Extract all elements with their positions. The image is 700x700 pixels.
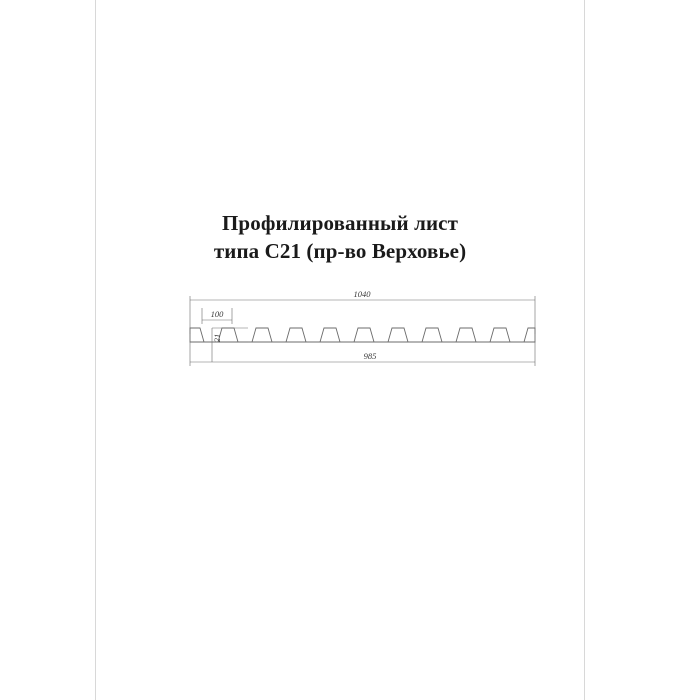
rib-pitch-label: 100 (210, 309, 224, 319)
useful-width-dimension (190, 342, 535, 366)
overall-width-label: 1040 (353, 289, 371, 299)
page-title-line-2: типа С21 (пр-во Верховье) (213, 238, 467, 263)
profile-cross-section (190, 328, 535, 342)
page-title-line-1: Профилированный лист (222, 211, 458, 235)
useful-width-label: 985 (363, 351, 377, 361)
height-label: 21 (212, 333, 222, 343)
profile-drawing (160, 278, 560, 388)
height-dimension (212, 328, 248, 362)
page-title (95, 210, 585, 266)
